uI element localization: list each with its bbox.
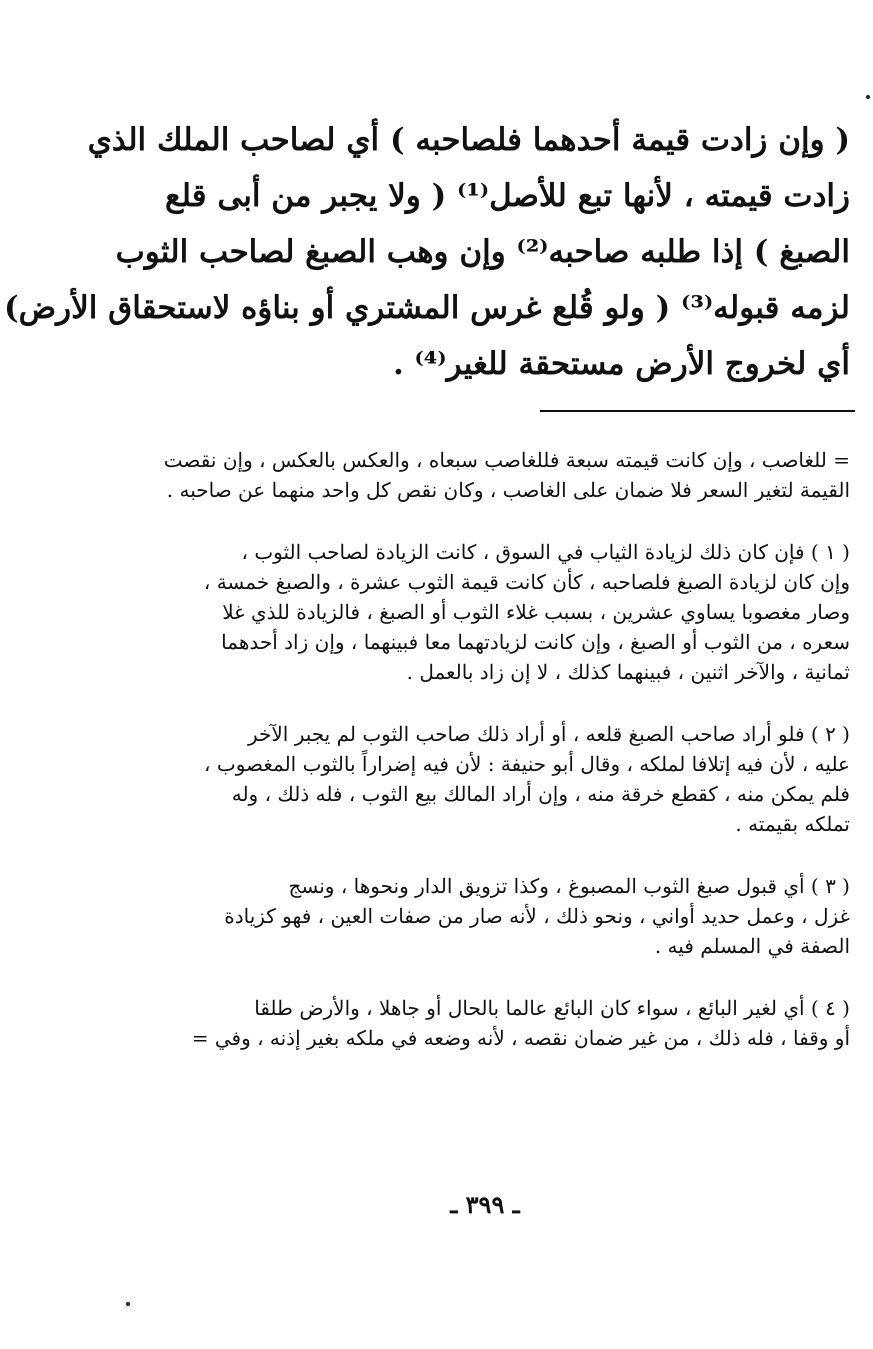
footnote-line: القيمة لتغير السعر فلا ضمان على الغاصب ، وكان نقص كل واحد منهما عن صاحبه . — [166, 478, 850, 502]
footnote-line: = للغاصب ، وإن كانت قيمته سبعة فللغاصب سبعاه ، والعكس بالعكس ، وإن نقصت — [163, 448, 850, 472]
footnote-line: سعره ، من الثوب أو الصبغ ، وإن كانت لزيادتهما معا فبينهما ، وإن زاد أحدهما — [221, 630, 850, 654]
footnote-line: أو وقفا ، فله ذلك ، من غير ضمان نقصه ، لأنه وضعه في ملكه بغير إذنه ، وفي = — [191, 1026, 850, 1050]
main-text-line: أي لخروج الأرض مستحقة للغير⁽⁴⁾ . — [392, 346, 850, 382]
footnote-line: ( ٢ ) فلو أراد صاحب الصبغ قلعه ، أو أراد ذلك صاحب الثوب لم يجبر الآخر — [247, 722, 850, 746]
footnote-4 — [125, 993, 850, 1053]
footnote-line: تملكه بقيمته . — [735, 812, 850, 836]
footnotes-section — [125, 445, 850, 1085]
footnote-line: غزل ، وعمل حديد أواني ، ونحو ذلك ، لأنه صار من صفات العين ، فهو كزيادة — [224, 904, 850, 928]
scan-speck — [866, 95, 870, 99]
footnote-2 — [125, 719, 850, 839]
main-text-line: لزمه قبوله⁽³⁾ ( ولو قُلع غرس المشتري أو بناؤه لاستحقاق الأرض) — [3, 290, 850, 326]
main-text-line: الصبغ ) إذا طلبه صاحبه⁽²⁾ وإن وهب الصبغ لصاحب الثوب — [115, 234, 850, 270]
main-text-block — [3, 112, 850, 392]
footnote-line: الصفة في المسلم فيه . — [654, 934, 850, 958]
footnote-divider — [540, 410, 855, 412]
footnote-line: ( ٤ ) أي لغير البائع ، سواء كان البائع عالما بالحال أو جاهلا ، والأرض طلقا — [254, 996, 850, 1020]
main-text-line: ( وإن زادت قيمة أحدهما فلصاحبه ) أي لصاحب الملك الذي — [87, 122, 850, 158]
footnote-line: عليه ، لأن فيه إتلافا لملكه ، وقال أبو حنيفة : لأن فيه إضراراً بالثوب المغصوب ، — [204, 752, 850, 776]
footnote-line: ( ٣ ) أي قبول صبغ الثوب المصبوغ ، وكذا تزويق الدار ونحوها ، ونسج — [288, 874, 850, 898]
footnote-line: فلم يمكن منه ، كقطع خرقة منه ، وإن أراد المالك بيع الثوب ، فله ذلك ، وله — [231, 782, 850, 806]
main-text-line: زادت قيمته ، لأنها تبع للأصل⁽¹⁾ ( ولا يجبر من أبى قلع — [165, 178, 850, 214]
footnote-line: ثمانية ، والآخر اثنين ، فبينهما كذلك ، لا إن زاد بالعمل . — [406, 660, 850, 684]
footnote-line: وصار مغصوبا يساوي عشرين ، بسبب غلاء الثوب أو الصبغ ، فالزيادة للذي غلا — [222, 600, 850, 624]
footnote-continuation — [125, 445, 850, 505]
footnote-line: ( ١ ) فإن كان ذلك لزيادة الثياب في السوق ، كانت الزيادة لصاحب الثوب ، — [241, 540, 850, 564]
page-number: ـ ٣٩٩ ـ — [450, 1190, 520, 1219]
footnote-3 — [125, 871, 850, 961]
footnote-1 — [125, 537, 850, 687]
footnote-line: وإن كان لزيادة الصبغ فلصاحبه ، كأن كانت قيمة الثوب عشرة ، والصبغ خمسة ، — [203, 570, 850, 594]
scan-speck — [126, 1302, 130, 1306]
